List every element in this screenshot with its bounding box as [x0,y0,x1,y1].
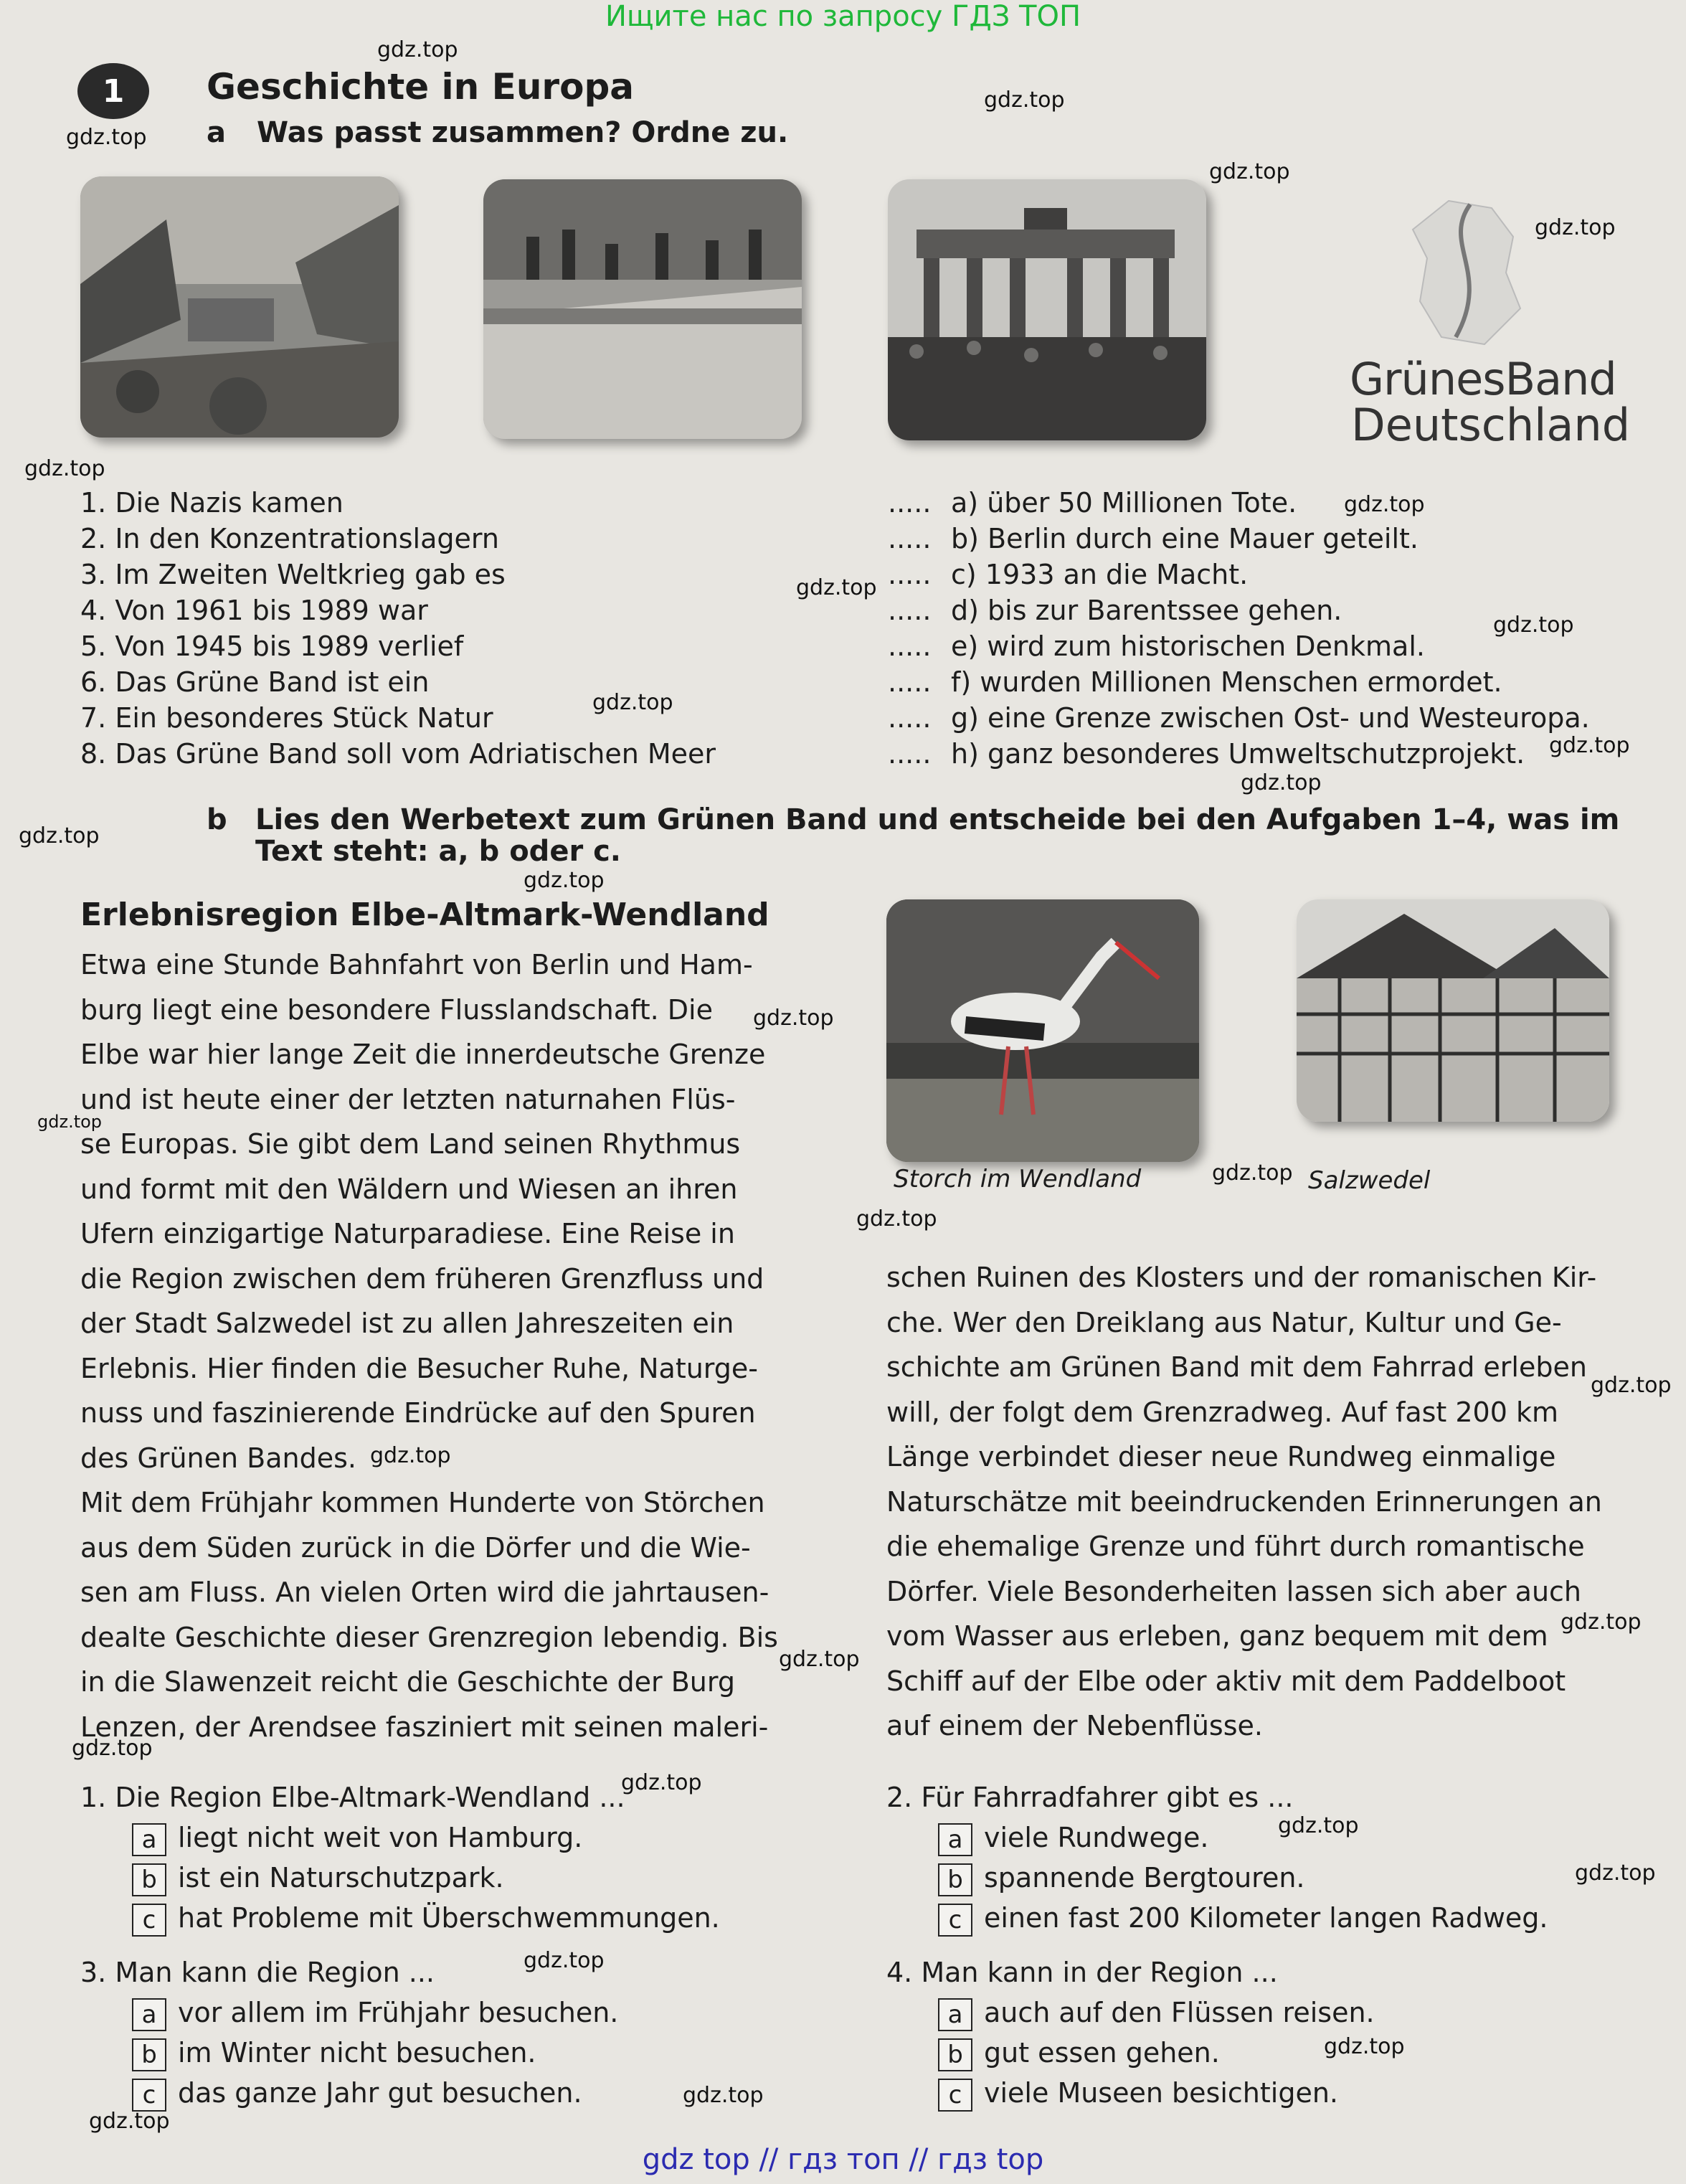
watermark: gdz.top [72,1736,153,1761]
article-left-column [80,942,812,1749]
left-item-7: 7. Ein besonderes Stück Natur [80,702,493,734]
article-title: Erlebnisregion Elbe-Altmark-Wendland [80,897,769,933]
left-item-4: 4. Von 1961 bis 1989 war [80,595,428,626]
right-item-f: f) wurden Millionen Menschen ermordet. [951,666,1502,698]
watermark: gdz.top [621,1770,702,1795]
article-line: die ehemalige Grenze und führt durch romantische [886,1531,1585,1562]
answer-blank[interactable]: ..... [888,523,932,554]
option-letter-box[interactable]: b [132,2038,166,2071]
watermark: gdz.top [1241,770,1322,795]
photo-salzwedel-houses [1297,899,1609,1122]
watermark: gdz.top [1278,1813,1359,1838]
option-letter-box[interactable]: c [132,1904,166,1937]
question-stem: 4. Man kann in der Region ... [886,1957,1278,1988]
watermark: gdz.top [19,823,100,848]
photo-brandenburg-gate [888,179,1206,440]
right-item-c: c) 1933 an die Macht. [951,559,1249,590]
watermark: gdz.top [1549,733,1630,758]
right-item-d: d) bis zur Barentssee gehen. [951,595,1342,626]
article-line: in die Slawenzeit reicht die Geschichte der Burg [80,1666,735,1698]
watermark: gdz.top [89,2109,170,2134]
article-line: auf einem der Nebenflüsse. [886,1710,1263,1741]
article-line: und formt mit den Wäldern und Wiesen an ihren [80,1173,738,1205]
option-text: im Winter nicht besuchen. [178,2037,536,2069]
question-stem: 1. Die Region Elbe-Altmark-Wendland ... [80,1782,625,1813]
option-text: spannende Bergtouren. [984,1862,1305,1894]
article-line: Mit dem Frühjahr kommen Hunderte von Störchen [80,1487,765,1518]
answer-option[interactable] [80,1992,869,2033]
article-line: vom Wasser aus erleben, ganz bequem mit dem [886,1620,1548,1652]
option-text: vor allem im Frühjahr besuchen. [178,1997,619,2028]
article-line: burg liegt eine besondere Flusslandschaft. Die [80,993,713,1026]
option-letter-box[interactable]: c [938,2079,972,2112]
left-item-5: 5. Von 1945 bis 1989 verlief [80,630,464,662]
article-line: aus dem Süden zurück in die Dörfer und die Wie- [80,1531,751,1564]
answer-option[interactable] [80,2033,869,2073]
answer-option[interactable] [80,1817,869,1858]
option-letter-box[interactable]: a [132,1998,166,2031]
watermark: gdz.top [524,1948,605,1973]
left-item-6: 6. Das Grüne Band ist ein [80,666,430,698]
watermark: gdz.top [683,2083,764,2108]
option-text: auch auf den Flüssen reisen. [984,1997,1375,2028]
part-b-instruction-line2: Text steht: a, b oder c. [255,835,621,868]
article-line: Etwa eine Stunde Bahnfahrt von Berlin und Ham- [80,949,753,980]
answer-blank[interactable]: ..... [888,559,932,590]
article-line: und ist heute einer der letzten naturnahen Flüs- [80,1083,736,1115]
option-letter-box[interactable]: b [938,2038,972,2071]
left-item-3: 3. Im Zweiten Weltkrieg gab es [80,559,506,590]
exercise-number-badge: 1 [77,63,149,119]
watermark: gdz.top [1493,613,1574,638]
watermark: gdz.top [856,1206,937,1232]
article-line: will, der folgt dem Grenzradweg. Auf fast 200 km [886,1396,1559,1428]
article-line: Elbe war hier lange Zeit die innerdeutsche Grenze [80,1039,766,1070]
part-a-instruction: Was passt zusammen? Ordne zu. [257,116,789,149]
question-4 [886,1952,1675,2113]
article-line: Länge verbindet dieser neue Rundweg einmalige [886,1441,1556,1472]
option-text: viele Rundwege. [984,1822,1209,1853]
article-line: Lenzen, der Arendsee fasziniert mit seinen maleri- [80,1711,769,1743]
option-text: gut essen gehen. [984,2037,1220,2069]
left-item-1: 1. Die Nazis kamen [80,487,344,519]
answer-blank[interactable]: ..... [888,666,932,698]
watermark: gdz.top [753,1006,834,1031]
right-item-g: g) eine Grenze zwischen Ost- und Westeuropa. [951,702,1590,734]
watermark: gdz.top [1324,2034,1405,2059]
answer-option[interactable] [886,1898,1675,1938]
option-text: viele Museen besichtigen. [984,2077,1338,2109]
answer-blank[interactable]: ..... [888,630,932,662]
article-line: schen Ruinen des Klosters und der romanischen Kir- [886,1262,1597,1293]
article-line: nuss und faszinierende Eindrücke auf den Spuren [80,1397,756,1429]
question-2 [886,1777,1675,1938]
watermark: gdz.top [1575,1861,1656,1886]
watermark: gdz.top [1209,159,1290,184]
right-item-e: e) wird zum historischen Denkmal. [951,630,1425,662]
germany-map-icon [1398,194,1542,351]
watermark: gdz.top [37,1112,103,1132]
answer-blank[interactable]: ..... [888,702,932,734]
question-1 [80,1777,869,1938]
answer-option[interactable] [886,2033,1675,2073]
article-line: Naturschätze mit beeindruckenden Erinnerungen an [886,1485,1602,1518]
watermark: gdz.top [984,88,1065,113]
article-line: dealte Geschichte dieser Grenzregion lebendig. Bis [80,1621,778,1653]
right-item-h: h) ganz besonderes Umweltschutzprojekt. [951,738,1525,770]
part-b-instruction-line1: Lies den Werbetext zum Grünen Band und entscheide bei den Aufgaben 1–4, was im [255,803,1620,836]
question-stem: 3. Man kann die Region ... [80,1957,435,1988]
article-line: Erlebnis. Hier finden die Besucher Ruhe, Naturge- [80,1352,758,1384]
answer-option[interactable] [886,2073,1675,2113]
option-letter-box[interactable]: a [938,1998,972,2031]
photo-berlin-wall-construction [483,179,802,439]
logo-word-gruenes: Grünes [1350,353,1505,405]
article-line: Ufern einzigartige Naturparadiese. Eine Reise in [80,1218,735,1249]
article-line: che. Wer den Dreiklang aus Natur, Kultur und Ge- [886,1306,1562,1338]
watermark: gdz.top [24,456,105,481]
exercise-title: Geschichte in Europa [207,66,634,108]
answer-blank[interactable]: ..... [888,738,932,770]
matching-left-list [80,485,869,772]
watermark: gdz.top [592,690,673,715]
watermark: gdz.top [370,1443,451,1468]
logo-deutschland: Deutschland [1351,399,1631,451]
watermark: gdz.top [66,125,147,150]
article-line: se Europas. Sie gibt dem Land seinen Rhythmus [80,1128,741,1160]
logo-gruenes-band [1350,353,1616,405]
article-right-column [886,1255,1661,1749]
answer-blank[interactable]: ..... [888,595,932,626]
answer-option[interactable] [886,1858,1675,1898]
part-a-letter: a [207,116,226,149]
option-text: hat Probleme mit Überschwemmungen. [178,1902,720,1934]
article-line: der Stadt Salzwedel ist zu allen Jahreszeiten ein [80,1308,734,1339]
photo-stork [886,899,1199,1162]
watermark: gdz.top [1212,1160,1293,1186]
logo-word-band: Band [1505,353,1616,405]
watermark: gdz.top [1591,1373,1672,1398]
option-letter-box[interactable]: a [938,1823,972,1856]
part-b-letter: b [207,803,227,836]
answer-option[interactable] [886,1992,1675,2033]
question-stem: 2. Für Fahrradfahrer gibt es ... [886,1782,1294,1813]
article-line: sen am Fluss. An vielen Orten wird die jahrtausen- [80,1576,769,1608]
caption-salzwedel: Salzwedel [1308,1166,1431,1195]
right-item-a: a) über 50 Millionen Tote. [951,487,1297,519]
article-line: schichte am Grünen Band mit dem Fahrrad erleben [886,1351,1587,1383]
article-line: Dörfer. Viele Besonderheiten lassen sich aber auch [886,1575,1582,1607]
left-item-2: 2. In den Konzentrationslagern [80,523,499,554]
bottom-banner: gdz top // гдз топ // гдз top [642,2143,1044,2176]
option-text: ist ein Naturschutzpark. [178,1862,504,1894]
watermark: gdz.top [796,575,877,600]
option-letter-box[interactable]: b [132,1863,166,1896]
option-letter-box[interactable]: b [938,1863,972,1896]
photo-war-ruins [80,176,399,438]
watermark: gdz.top [1561,1609,1642,1635]
watermark: gdz.top [377,37,458,62]
article-line: des Grünen Bandes. [80,1442,356,1474]
watermark: gdz.top [524,868,605,893]
answer-blank[interactable]: ..... [888,487,932,519]
top-banner: Ищите нас по запросу ГДЗ ТОП [605,0,1081,33]
watermark: gdz.top [1535,215,1616,240]
option-text: einen fast 200 Kilometer langen Radweg. [984,1902,1548,1934]
option-text: liegt nicht weit von Hamburg. [178,1822,583,1853]
article-line: Schiff auf der Elbe oder aktiv mit dem Paddelboot [886,1665,1566,1697]
article-line: die Region zwischen dem früheren Grenzfluss und [80,1262,764,1295]
option-letter-box[interactable]: c [938,1904,972,1937]
watermark: gdz.top [1344,492,1425,517]
option-letter-box[interactable]: c [132,2079,166,2112]
left-item-8: 8. Das Grüne Band soll vom Adriatischen Meer [80,738,716,770]
watermark: gdz.top [779,1647,860,1672]
answer-option[interactable] [80,1898,869,1938]
option-text: das ganze Jahr gut besuchen. [178,2077,582,2109]
option-letter-box[interactable]: a [132,1823,166,1856]
right-item-b: b) Berlin durch eine Mauer geteilt. [951,523,1419,554]
caption-stork: Storch im Wendland [894,1165,1142,1193]
answer-option[interactable] [80,1858,869,1898]
